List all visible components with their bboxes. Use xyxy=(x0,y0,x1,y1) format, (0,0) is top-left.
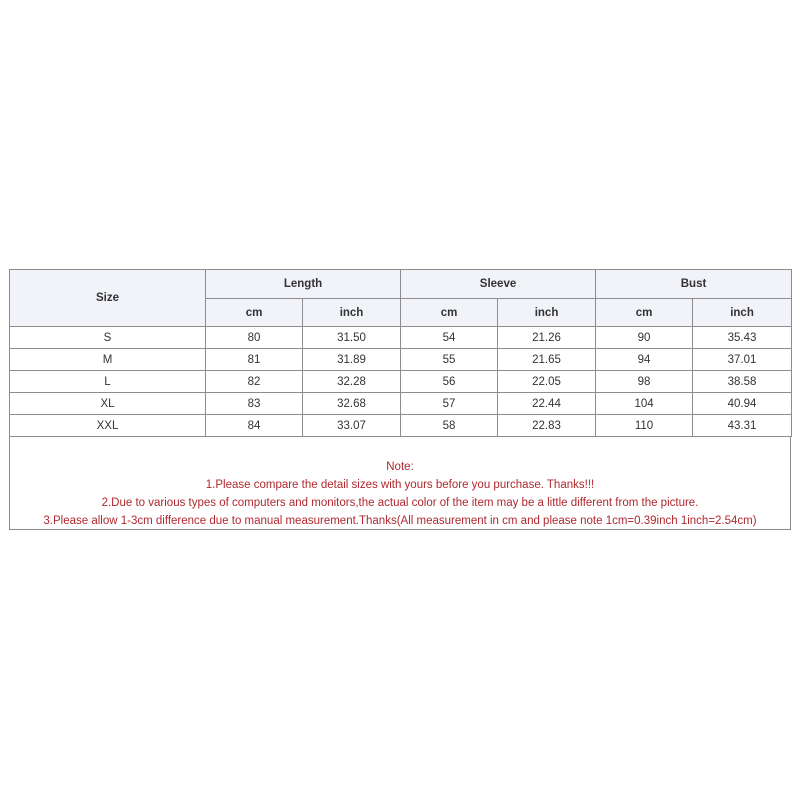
notes-box xyxy=(9,437,791,530)
table-row xyxy=(10,371,792,393)
table-cell: 90 xyxy=(596,327,693,349)
table-cell: 110 xyxy=(596,415,693,437)
size-cell: XXL xyxy=(10,415,206,437)
note-line: 1.Please compare the detail sizes with yours before you purchase. Thanks!!! xyxy=(205,479,595,491)
table-cell: 54 xyxy=(401,327,498,349)
table-cell: 22.44 xyxy=(498,393,596,415)
note-title: Note: xyxy=(386,461,414,473)
table-cell: 37.01 xyxy=(693,349,792,371)
table-cell: 32.68 xyxy=(303,393,401,415)
table-cell: 31.50 xyxy=(303,327,401,349)
unit-header: inch xyxy=(498,299,596,327)
unit-header: inch xyxy=(693,299,792,327)
table-cell: 40.94 xyxy=(693,393,792,415)
size-cell: XL xyxy=(10,393,206,415)
unit-header: cm xyxy=(206,299,303,327)
unit-header: cm xyxy=(401,299,498,327)
table-cell: 58 xyxy=(401,415,498,437)
table-cell: 80 xyxy=(206,327,303,349)
table-cell: 21.65 xyxy=(498,349,596,371)
table-cell: 33.07 xyxy=(303,415,401,437)
length-header: Length xyxy=(206,270,401,299)
table-row xyxy=(10,327,792,349)
table-cell: 57 xyxy=(401,393,498,415)
table-row xyxy=(10,349,792,371)
table-cell: 84 xyxy=(206,415,303,437)
size-table xyxy=(9,269,792,437)
size-cell: M xyxy=(10,349,206,371)
table-cell: 55 xyxy=(401,349,498,371)
table-cell: 22.83 xyxy=(498,415,596,437)
note-line: 3.Please allow 1-3cm difference due to manual measurement.Thanks(All measurement in cm and please note 1cm=0.39inch 1inch=2.54cm) xyxy=(43,515,757,527)
table-cell: 32.28 xyxy=(303,371,401,393)
table-cell: 104 xyxy=(596,393,693,415)
unit-header: cm xyxy=(596,299,693,327)
size-cell: S xyxy=(10,327,206,349)
table-cell: 98 xyxy=(596,371,693,393)
table-cell: 22.05 xyxy=(498,371,596,393)
table-cell: 56 xyxy=(401,371,498,393)
size-chart xyxy=(9,269,791,530)
table-cell: 94 xyxy=(596,349,693,371)
table-row xyxy=(10,393,792,415)
table-cell: 83 xyxy=(206,393,303,415)
table-cell: 81 xyxy=(206,349,303,371)
bust-header: Bust xyxy=(596,270,792,299)
table-cell: 35.43 xyxy=(693,327,792,349)
sleeve-header: Sleeve xyxy=(401,270,596,299)
table-row xyxy=(10,415,792,437)
unit-header: inch xyxy=(303,299,401,327)
size-cell: L xyxy=(10,371,206,393)
table-cell: 38.58 xyxy=(693,371,792,393)
size-header: Size xyxy=(10,270,206,327)
note-line: 2.Due to various types of computers and monitors,the actual color of the item may be a little different from the picture. xyxy=(101,497,699,509)
table-cell: 31.89 xyxy=(303,349,401,371)
table-cell: 82 xyxy=(206,371,303,393)
table-cell: 43.31 xyxy=(693,415,792,437)
table-cell: 21.26 xyxy=(498,327,596,349)
